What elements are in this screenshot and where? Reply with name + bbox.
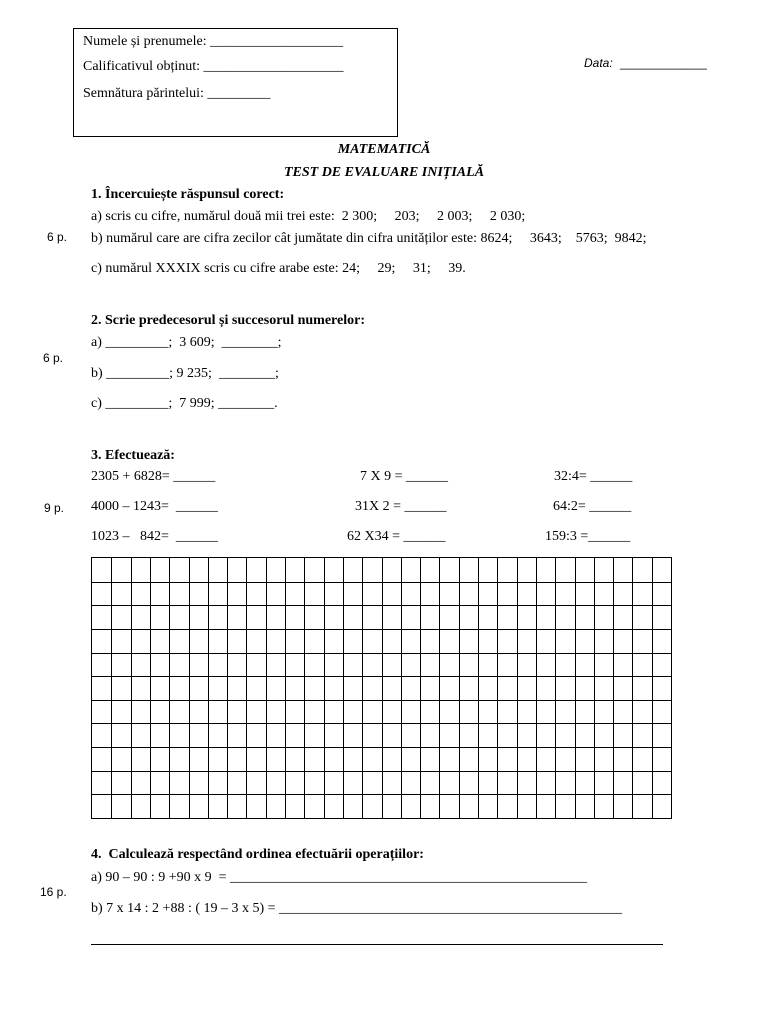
name-field[interactable]: Numele și prenumele: ___________________ bbox=[83, 34, 344, 49]
ex2-item-b: b) _________; 9 235; ________; bbox=[91, 366, 279, 381]
ex1-item-c: c) numărul XXXIX scris cu cifre arabe este: 24; 29; 31; 39. bbox=[91, 261, 466, 276]
date-field[interactable]: _____________ bbox=[620, 56, 707, 70]
ex1-points: 6 p. bbox=[47, 230, 68, 244]
ex1-heading: 1. Încercuiește răspunsul corect: bbox=[91, 187, 285, 202]
signature-field[interactable]: Semnătura părintelui: _________ bbox=[83, 86, 271, 101]
ex2-item-c: c) _________; 7 999; ________. bbox=[91, 396, 278, 411]
date-label: Data: bbox=[584, 56, 613, 70]
ex2-heading: 2. Scrie predecesorul și succesorul numerelor: bbox=[91, 313, 365, 328]
ex2-points: 6 p. bbox=[43, 351, 64, 365]
ex1-item-a: a) scris cu cifre, numărul două mii trei este: 2 300; 203; 2 003; 2 030; bbox=[91, 209, 526, 224]
ex3-points: 9 p. bbox=[44, 501, 65, 515]
ex3-op-3-3: 159:3 =______ bbox=[545, 529, 631, 544]
ex2-item-a: a) _________; 3 609; ________; bbox=[91, 335, 282, 350]
subject-title: MATEMATICĂ bbox=[337, 142, 431, 157]
ex3-op-1-3: 32:4= ______ bbox=[554, 469, 633, 484]
ex3-op-3-2: 62 X34 = ______ bbox=[347, 529, 446, 544]
ex3-op-2-2: 31X 2 = ______ bbox=[355, 499, 447, 514]
grade-field[interactable]: Calificativul obținut: ____________________ bbox=[83, 59, 344, 74]
ex3-op-1-2: 7 X 9 = ______ bbox=[360, 469, 449, 484]
ex4-item-b: b) 7 x 14 : 2 +88 : ( 19 – 3 x 5) = _________________________________________________ bbox=[91, 901, 623, 916]
ex1-item-b: b) numărul care are cifra zecilor cât jumătate din cifra unităților este: 8624; 3643; 5763; 9842; bbox=[91, 231, 647, 246]
ex3-heading: 3. Efectuează: bbox=[91, 448, 175, 463]
answer-line[interactable] bbox=[91, 944, 663, 945]
working-grid bbox=[91, 557, 672, 819]
ex4-points: 16 p. bbox=[40, 885, 67, 899]
ex4-heading: 4. Calculează respectând ordinea efectuării operațiilor: bbox=[91, 847, 424, 862]
grid-lines bbox=[92, 558, 673, 820]
ex3-op-2-1: 4000 – 1243= ______ bbox=[91, 499, 218, 514]
ex3-op-1-1: 2305 + 6828= ______ bbox=[91, 469, 216, 484]
test-title: TEST DE EVALUARE INIȚIALĂ bbox=[283, 165, 485, 180]
ex3-op-2-3: 64:2= ______ bbox=[553, 499, 632, 514]
ex3-op-3-1: 1023 – 842= ______ bbox=[91, 529, 218, 544]
ex4-item-a: a) 90 – 90 : 9 +90 x 9 = ___________________________________________________ bbox=[91, 870, 588, 885]
